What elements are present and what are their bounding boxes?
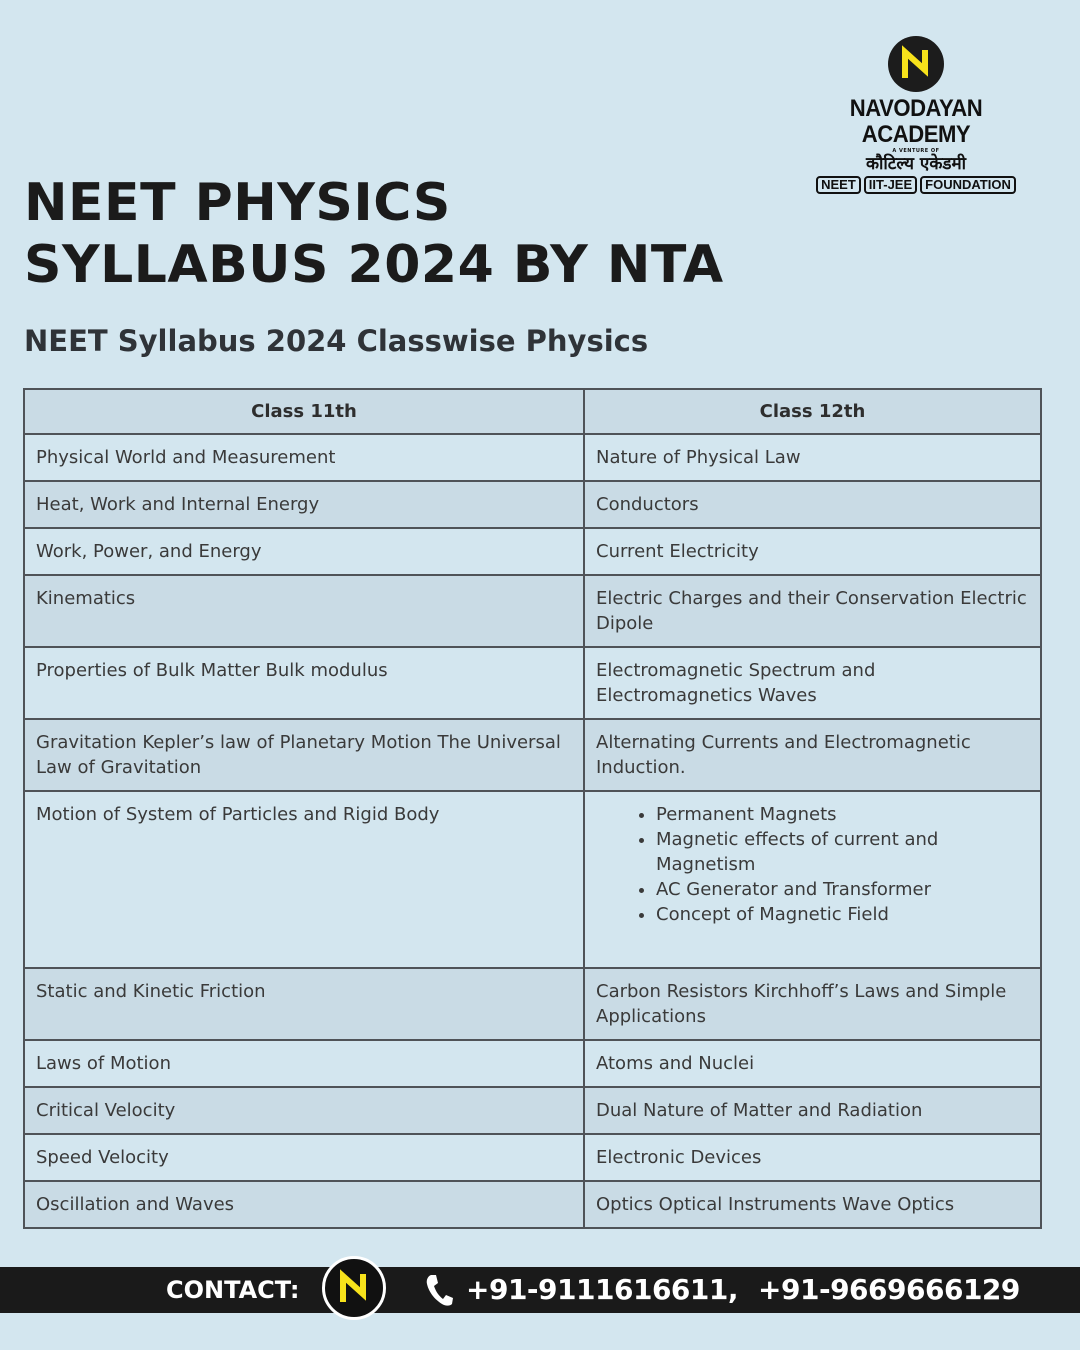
class-11-cell: Speed Velocity [24, 1134, 584, 1181]
brand-name: NAVODAYAN ACADEMY [849, 95, 983, 148]
class-11-cell: Laws of Motion [24, 1040, 584, 1087]
class-12-cell: Atoms and Nuclei [584, 1040, 1041, 1087]
table-row [24, 528, 1041, 575]
title-line-1: NEET PHYSICS [24, 173, 451, 233]
phone-number-2[interactable]: +91-9669666129 [758, 1273, 1020, 1306]
table-header-row [24, 389, 1041, 434]
class-11-cell: Motion of System of Particles and Rigid Body [24, 791, 584, 968]
logo-n-icon [888, 36, 944, 92]
class-11-cell: Oscillation and Waves [24, 1181, 584, 1228]
class-11-cell: Heat, Work and Internal Energy [24, 481, 584, 528]
list-item: • AC Generator and Transformer [656, 877, 1029, 902]
class-12-cell: Dual Nature of Matter and Radiation [584, 1087, 1041, 1134]
list-item: • Concept of Magnetic Field [656, 902, 1029, 927]
table-row [24, 968, 1041, 1040]
phone-icon [424, 1273, 454, 1307]
class-12-cell: Optics Optical Instruments Wave Optics [584, 1181, 1041, 1228]
class-11-cell: Physical World and Measurement [24, 434, 584, 481]
brand-logo [798, 36, 1034, 194]
class-12-cell: Electromagnetic Spectrum and Electromagnetics Waves [584, 647, 1041, 719]
class-11-cell: Work, Power, and Energy [24, 528, 584, 575]
contact-label: CONTACT: [166, 1276, 300, 1304]
header-class-11: Class 11th [24, 389, 584, 434]
table-row [24, 434, 1041, 481]
table-row [24, 481, 1041, 528]
table-row [24, 647, 1041, 719]
table-row [24, 1134, 1041, 1181]
class-11-cell: Critical Velocity [24, 1087, 584, 1134]
syllabus-table [23, 388, 1042, 1229]
brand-pills [798, 176, 1034, 194]
table-row [24, 791, 1041, 968]
phone-numbers [466, 1270, 1020, 1310]
class-11-cell: Properties of Bulk Matter Bulk modulus [24, 647, 584, 719]
table-row [24, 1040, 1041, 1087]
class-12-cell: Nature of Physical Law [584, 434, 1041, 481]
page-subtitle: NEET Syllabus 2024 Classwise Physics [24, 324, 649, 358]
class-12-cell: Conductors [584, 481, 1041, 528]
class-12-bullet-list [596, 802, 1029, 927]
class-12-cell: Current Electricity [584, 528, 1041, 575]
pill-neet: NEET [816, 176, 861, 194]
pill-foundation: FOUNDATION [920, 176, 1016, 194]
class-11-cell: Static and Kinetic Friction [24, 968, 584, 1040]
class-12-cell [584, 791, 1041, 968]
header-class-12: Class 12th [584, 389, 1041, 434]
pill-iit-jee: IIT-JEE [864, 176, 917, 194]
class-12-cell: Electric Charges and their Conservation Electric Dipole [584, 575, 1041, 647]
contact-logo-n-icon [322, 1256, 386, 1320]
page-title [24, 172, 724, 296]
phone-number-1[interactable]: +91-9111616611, [466, 1273, 739, 1306]
class-12-cell: Carbon Resistors Kirchhoff’s Laws and Simple Applications [584, 968, 1041, 1040]
brand-tagline: A VENTURE OF [892, 148, 940, 154]
brand-hindi-name: कौटिल्य एकेडमी [865, 154, 967, 174]
class-12-cell: Electronic Devices [584, 1134, 1041, 1181]
table-row [24, 1087, 1041, 1134]
table-row [24, 575, 1041, 647]
table-row [24, 719, 1041, 791]
list-item: • Permanent Magnets [656, 802, 1029, 827]
title-line-2: SYLLABUS 2024 BY NTA [24, 235, 724, 295]
class-11-cell: Gravitation Kepler’s law of Planetary Motion The Universal Law of Gravitation [24, 719, 584, 791]
table-row [24, 1181, 1041, 1228]
class-12-cell: Alternating Currents and Electromagnetic Induction. [584, 719, 1041, 791]
class-11-cell: Kinematics [24, 575, 584, 647]
list-item: • Magnetic effects of current and Magnetism [656, 827, 1029, 877]
